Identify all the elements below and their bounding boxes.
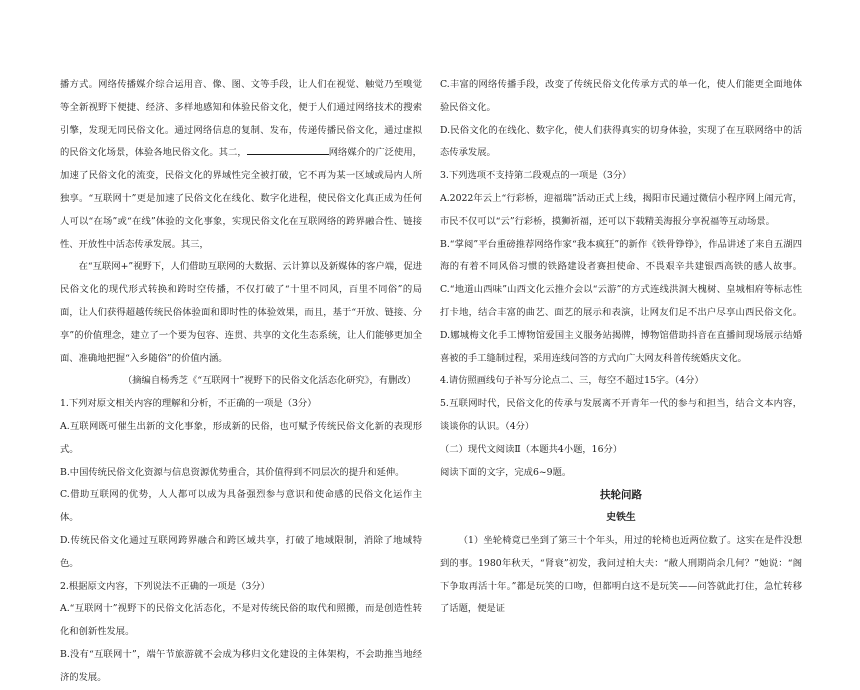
question-3-option-b-c-d: B.“掌阅”平台重磅推荐网络作家“我本疯狂”的新作《铁骨铮铮》，作品讲述了来自五湖四海的有着不同风俗习惯的铁路建设者赛担使命、不畏艰辛共建银西高铁的感人故事。C.“地道山西味”山西文化云推介会以“云游”的方式连线洪洞大槐树、皇城相府等标志性打卡地，结合丰富的曲艺、面艺的展示和表演，让网友们足不出户尽享山西民俗文化。D.娜城梅文化手工博物馆爱国主义服务站揭牌，博物馆借助抖音在直播间现场展示结婚喜被的手工缝制过程，采用连线问答的方式向广大网友科普传统婚庆文化。: [440, 238, 802, 364]
question-2: 2.根据原文内容，下列说法不正确的一项是（3分）: [60, 580, 271, 592]
section-heading: （二）现代文阅读Ⅱ（本题共4小题，16分）: [440, 443, 623, 455]
passage-text: 播方式。网络传播媒介综合运用音、像、图、文等手段，让人们在视觉、触觉乃至嗅觉等全新视野下便捷、经济、多样地感知和体验民俗文化，便于人们通过网络技术的搜索引擎，发现无同民俗文化。通过网络信息的复制、发布，传递传播民俗文化，通过虚拟的民俗文化场景，体验各地民俗文化。其二，: [60, 79, 422, 159]
question-2-option-a: A.“互联网十”视野下的民俗文化活态化，不是对传统民俗的取代和照搬，而是创造性转化和创新性发展。: [60, 603, 422, 638]
reading-instruction: 阅读下面的文字，完成6~9题。: [440, 466, 572, 478]
question-1-option-b: B.中国传统民俗文化资源与信息资源优势重合，其价值得到不同层次的提升和延伸。: [60, 466, 405, 478]
article-body: （1）坐轮椅竟已坐到了第三十个年头，用过的轮椅也近两位数了。这实在是件没想到的事。1980年秋天，“肾衰”初发，我问过柏大夫：“敝人刑期尚余几何？”她说：“阁下争取再活十年。”都是玩笑的口吻，但都明白这不是玩笑——问答就此打住，急忙转移了话题，便是证: [440, 534, 802, 615]
left-column: [60, 74, 422, 690]
question-2-option-b: B.没有“互联网十”，端午节旅游就不会成为移归文化建设的主体架构，不会助推当地经济的发展。: [60, 648, 422, 683]
passage-paragraph: [60, 74, 422, 256]
question-2-option-c: C.丰富的网络传播手段，改变了传统民俗文化传承方式的单一化，使人们能更全面地体验民俗文化。: [440, 79, 802, 113]
right-column: [440, 74, 802, 621]
question-1-option-a: A.互联网既可催生出新的文化事象，形成新的民俗，也可赋予传统民俗文化新的表现形式。: [60, 420, 422, 455]
question-2-option-d: D.民俗文化的在线化、数字化，使人们获得真实的切身体验，实现了在互联网络中的活态传承发展。: [440, 124, 802, 159]
question-1-option-c: C.借助互联网的优势，人人都可以成为具备强烈参与意识和使命感的民俗文化运作主体。: [60, 489, 422, 524]
question-1: 1.下列对原文相关内容的理解和分析，不正确的一项是（3分）: [60, 398, 317, 410]
question-4: 4.请仿照画线句子补写分论点二、三，每空不超过15字。（4分）: [440, 375, 704, 387]
question-3: 3.下列选项不支持第二段观点的一项是（3分）: [440, 170, 632, 182]
question-1-option-d: D.传统民俗文化通过互联网跨界融合和跨区域共享，打破了地域限制，消除了地域特色。: [60, 534, 422, 569]
question-3-option-a: A.2022年云上“行彩桥，迎福瑞”活动正式上线，揭阳市民通过微信小程序网上闹元宵，市民不仅可以“云”行彩桥，摸狮祈福，还可以下载精美海报分享祝福等互动场景。: [440, 192, 802, 227]
article-title: 扶轮问路: [600, 489, 642, 502]
fill-blank[interactable]: [247, 144, 329, 155]
source-citation: （摘编自杨秀芝《“互联网十”视野下的民俗文化活态化研究》，有删改）: [122, 375, 416, 387]
passage-paragraph: 在“互联网+”视野下，人们借助互联网的大数据、云计算以及新媒体的客户端，促进民俗文化的现代形式转换和跨时空传播，不仅打破了“十里不同风，百里不同俗”的局面，让人们获得超越传统民俗体验面和即时性的体验效果，而且，基于“开放、链接、分享”的价值理念，建立了一个要为包容、连贯、共享的文化生态系统，让人们能够更加全面、准确地把握“入乡随俗”的价值内涵。: [60, 261, 422, 364]
article-author: 史铁生: [606, 512, 636, 524]
passage-text: 网络媒介的广泛使用，加速了民俗文化的流变，民俗文化的界域性完全被打破，它不再为某一区域或局内人所独享。“互联网十”更是加速了民俗文化在线化、数字化进程，使民俗文化真正成为任何人可以“在场”或“在线”体验的文化事象，实现民俗文化在互联网络的跨界融合性、链接性、开放性中活态传承发展。其三，: [60, 147, 422, 250]
question-5: 5.互联网时代，民俗文化的传承与发展离不开青年一代的参与和担当，结合文本内容，谈谈你的认识。（4分）: [440, 398, 802, 432]
